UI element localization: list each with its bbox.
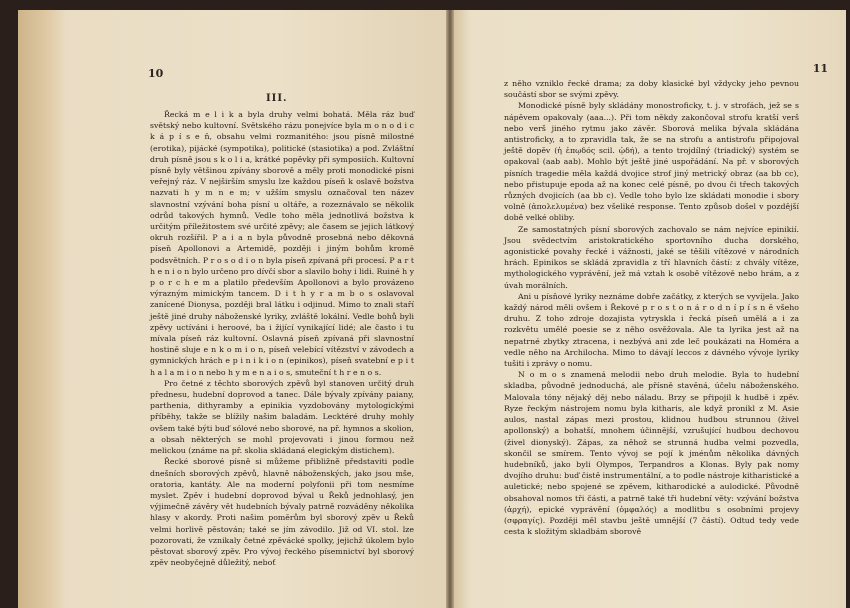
body-text [150, 109, 414, 568]
paragraph: Řecké sborové písně si můžeme přibližně představiti podle dnešních sborových zpěvů, hlavně náboženských, jako jsou mše, oratoria, kantáty. Ale na moderní polyfonii při tom nesmíme myslet. Zpěv i hudební doprovod býval u Řeků jednohlasý, jen výjimečně závěry vět hudebních bývaly patrně rozváděny několika hlasy v akordy. Proti našim poměrům byl sborový zpěv u Řeků velmi horlivě pěstován; také se jím závodilo. Již od VI. stol. lze pozorovati, že vznikaly četné zpěvácké spolky, jejichž úkolem bylo pěstovat sborový zpěv. Pro vývoj řeckého písemnictví byl sborový zpěv neobyčejně důležitý, neboť [150, 457, 414, 568]
page-number: 10 [148, 67, 164, 80]
paragraph: z něho vzniklo řecké drama; za doby klasické byl vždycky jeho pevnou součástí sbor se svými zpěvy. [504, 79, 799, 100]
page-number: 11 [812, 62, 828, 75]
paragraph: Ze samostatných písní sborových zachovalo se nám nejvíce epinikií. Jsou svědectvím aristokratického sportovního ducha dorského, agonistické povahy řecké i vážnosti, jaké se těšili vítězové v národních hrách. Epinikos se skládá zpravidla z tří hlavních částí: z chvály vítěze, mythologického vyprávění, jež má vztah k osobě vítězově nebo hrám, a z úvah morálních. [504, 224, 799, 290]
left-page [18, 10, 446, 608]
book-gutter [446, 10, 454, 608]
paragraph: Pro četné z těchto sborových zpěvů byl stanoven určitý druh přednesu, hudební doprovod a tanec. Dále bývaly zpívány paiany, parthenia, dithyramby a epinikia vyzdobovány mytologickými příběhy, takže se blížily našim baladám. Lecktéré druhy mohly ovšem také býti buď sólové nebo sborové, na př. hymnos a skolion, a obsah některých se mohl projevovati i jinou formou než melickou (známe na př. skolia skládaná elegickým distichem). [150, 378, 414, 456]
chapter-heading: III. [266, 93, 288, 104]
paragraph: Řecká m e l i k a byla druhy velmi bohatá. Měla ráz buď světský nebo kultovní. Světského rázu ponejvíce byla m o n o d i c k á p í s e ň, obsahu velmi rozmanitého: jsou písně milostné (erotika), pijácké (sympotika), politické (stasiotika) a pod. Zvláštní druh písně jsou s k o l i a, krátké popěvky při symposiích. Kultovní písně byly většinou zpívány sborově a měly proti monodické písni veřejný ráz. V nejširším smyslu lze každou píseň k oslavě božstva nazvati h y m n e m; v užším smyslu označoval ten název slavnostní vzývání boha písní u oltáře, a rozeznávalo se několik odrůd takových hymnů. Vedle toho měla jednotlivá božstva k určitým příležitostem své určité zpěvy; ale časem se jejich látkový okruh rozšířil. P a i a n byla původně prosebná nebo děkovná píseň Apollonovi a Artemidě, později i jiným bohům kromě podsvětních. P r o s o d i o n byla píseň zpívaná při procesí. P a r t h e n i o n bylo určeno pro dívčí sbor a slavilo bohy i lidi. Ruiné h y p o r c h e m a platilo především Apollonovi a bylo provázeno výrazným mimickým tancem. D i t h y r a m b o s oslavoval zanícené Dionysa, později bral látku i odjinud. Mimo to znali staří ještě jiné druhy náboženské lyriky, zvláště lokální. Vedle bohů byli zpěvy uctíváni i heroové, ba i žijící vynikající lidé; ale často i tu mívala píseň ráz kultovní. Oslavná píseň zpívaná při slavnostní hostině sluje e n k o m i o n, píseň velebící vítězství v závodech a gymnických hrách e p i n i k i o n (epinikos), píseň svatební e p i t h a l a m i o n nebo h y m e n a i o s, smuteční t h r e n o s. [150, 110, 414, 377]
paragraph: Ani u písňové lyriky neznáme dobře začátky, z kterých se vyvíjela. Jako každý národ měli ovšem i Řekové p r o s t o n á r o d n í p í s n ě všeho druhu. Z toho zdroje dozajista vytryskla i řecká píseň umělá a i za rozkvětu umělé poesie se z něho osvěžovala. Ale ta lyrika jest až na nepatrné zbytky ztracena, i nezbývá ani zde leč poukázati na Homéra a vedle něho na Archilocha. Mimo to dávají leccos z dávného vývoje lyriky tušiti i zprávy o nomu. [504, 291, 799, 369]
body-text [504, 78, 799, 537]
paragraph: Monodické písně byly skládány monostroficky, t. j. v strofách, jež se s nápěvem opakovaly (aaa...). Při tom někdy zakončoval strofu kratší verš nebo verš jiného rytmu jako závěr. Sborová melika bývala skládána antistroficky, a to zpravidla tak, že se na strofu a antistrofu připojoval ještě dopěv (ἡ ἐπῳδός scil. ᾠδή), a tento trojdílný (triadický) systém se opakoval (aab aab). Mohlo být ještě jiné uspořádání. Na př. v sborových písních tragedie měla každá dvojice strof jiný metrický obraz (aa bb cc), nebo přistupuje epoda až na konec celé písně, po dvou či třech takových různých dvojicích (aa bb c). Vedle toho bylo lze skládati monodie i sbory volně (ἀπολελυμένα) bez všeliké response. Tento způsob došel v pozdější době velké obliby. [504, 101, 799, 223]
paragraph: N o m o s znamená melodii nebo druh melodie. Byla to hudební skladba, původně jednoduchá, ale přísně stavěná, účelu náboženského. Malovala tóny nějaký děj nebo náladu. Brzy se připojil k hudbě i zpěv. Ryze řeckým nástrojem nomu byla kitharis, ale když pronikl z M. Asie aulos, nastal zápas mezi prostou, klidnou hudbou strunnou (živel apollonský) a bohatší, mnohem účinnější, vzrušující hudbou dechovou (živel dionyský). Zápas, za něhož se strunná hudba velmi pozvedla, skončil se smírem. Tento vývoj se pojí k jménům několika dávných hudebníků, jako byli Olympos, Terpandros a Klonas. Byly pak nomy dvojího druhu: buď čistě instrumentální, a to podle nástroje kitharistické a auletické; nebo spojené se zpěvem, kitharodické a aulodické. Původně obsahoval nomos tři části, a patrně také tři hudební věty: vzývání božstva (ἀρχή), epické vyprávění (ὀμφαλός) a modlitbu s osobními projevy (σφραγίς). Později měl stavbu ještě umnější (7 částí). Odtud tedy vede cesta k složitým skladbám sborově [504, 370, 799, 537]
right-page [454, 10, 846, 608]
